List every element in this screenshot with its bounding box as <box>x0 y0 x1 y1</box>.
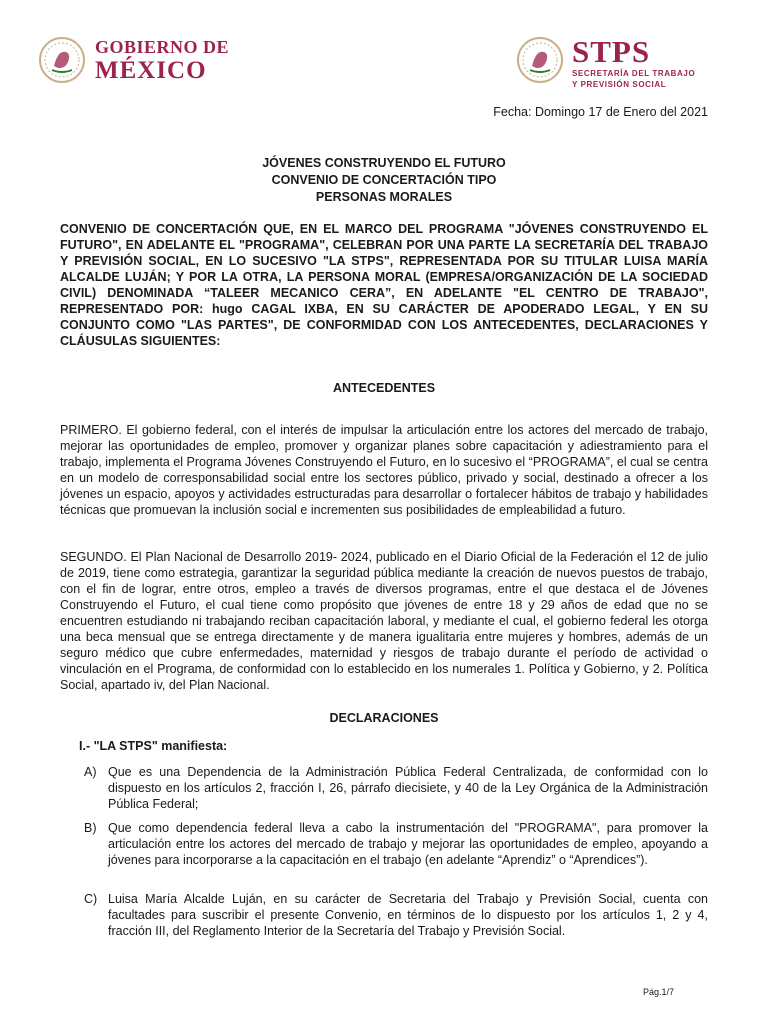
declaracion-item <box>84 891 708 939</box>
title-line-1: JÓVENES CONSTRUYENDO EL FUTURO <box>262 156 506 170</box>
page-number: Pág.1/7 <box>642 987 674 997</box>
declaracion-stps-heading: I.- "LA STPS" manifiesta: <box>79 739 228 753</box>
item-mark: B) <box>84 821 97 835</box>
declaracion-item <box>84 820 708 868</box>
antecedente-primero: PRIMERO. El gobierno federal, con el interés de impulsar la articulación entre los actores del mercado de trabajo, mejorar las oportunidades de empleo, promover y organizar planes sobre capacitación y adiestramiento para el trabajo, implementa el Programa Jóvenes Construyendo el Futuro, en lo sucesivo el “PROGRAMA”, el cual se centra en un modelo de corresponsabilidad social entre los sectores público, privado y social, destinado a ofrecer a los jóvenes un espacio, apoyos y actividades estructuradas para desarrollar o fortalecer hábitos de trabajo y habilidades técnicas que promuevan la inclusión social e incrementen sus posibilidades de empleabilidad a futuro. <box>60 423 708 517</box>
mexico-eagle-seal-icon <box>38 36 86 84</box>
stps-logo-sub1: SECRETARÍA DEL TRABAJO <box>572 69 696 78</box>
title-line-2: CONVENIO DE CONCERTACIÓN TIPO <box>271 173 497 187</box>
item-mark: C) <box>84 892 98 906</box>
document-date: Fecha: Domingo 17 de Enero del 2021 <box>493 105 708 119</box>
item-mark: A) <box>84 765 97 779</box>
logo-line-1: GOBIERNO DE <box>95 37 230 57</box>
item-text: Que como dependencia federal lleva a cabo la instrumentación del "PROGRAMA", para promover la articulación entre los actores del mercado de trabajo y mejorar las oportunidades de empleo, apoyando a jóvenes para incorporarse a la capacitación en el trabajo (en adelante “Aprendiz” o “Aprendices”). <box>108 821 708 867</box>
gobierno-de-mexico-logo <box>95 38 229 83</box>
antecedente-segundo: SEGUNDO. El Plan Nacional de Desarrollo 2019- 2024, publicado en el Diario Oficial de la Federación el 12 de julio de 2019, tiene como estrategia, garantizar la seguridad pública mediante la creación de nuevos puestos de trabajo, con el fin de lograr, entre otros, empleo a través de diversos programas, entre el que destaca el de Jóvenes Construyendo el Futuro, el cual tiene como propósito que jóvenes de entre 18 y 29 años de edad que no se encuentren estudiando ni trabajando reciban capacitación laboral, y mediante el cual, el gobierno federal les otorga una beca mensual que se entrega directamente y de manera igualitaria entre mujeres y hombres, además de un seguro médico que cubre enfermedades, maternidad y riesgos de trabajo durante el período de actividad o vinculación en el Programa, de conformidad con lo establecido en los numerales 1. Política y Gobierno, y 2. Política Social, apartado iv, del Plan Nacional. <box>60 550 708 692</box>
stps-logo-title: STPS <box>572 34 651 69</box>
item-text: Que es una Dependencia de la Administración Pública Federal Centralizada, de conformidad con lo dispuesto en los artículos 2, fracción I, 26, párrafo diecisiete, y 40 de la Ley Orgánica de la Administración Pública Federal; <box>108 765 708 811</box>
declaracion-item <box>84 764 708 812</box>
title-line-3: PERSONAS MORALES <box>315 190 453 204</box>
item-text: Luisa María Alcalde Luján, en su carácter de Secretaria del Trabajo y Previsión Social, cuenta con facultades para suscribir el presente Convenio, en términos de lo dispuesto por los artículos 1, 2 y 4, fracción III, del Reglamento Interior de la Secretaría del Trabajo y Previsión Social. <box>108 892 708 938</box>
declaraciones-heading: DECLARACIONES <box>329 711 439 725</box>
stps-logo <box>572 36 695 89</box>
logo-line-2: MÉXICO <box>95 57 207 84</box>
intro-paragraph: CONVENIO DE CONCERTACIÓN QUE, EN EL MARCO DEL PROGRAMA "JÓVENES CONSTRUYENDO EL FUTURO", EN ADELANTE EL "PROGRAMA", CELEBRAN POR UNA PARTE LA SECRETARÍA DEL TRABAJO Y PREVISIÓN SOCIAL, EN LO SUCESIVO "LA STPS", REPRESENTADA POR SU TITULAR LUISA MARÍA ALCALDE LUJÁN; Y POR LA OTRA, LA PERSONA MORAL (EMPRESA/ORGANIZACIÓN DE LA SOCIEDAD CIVIL) DENOMINADA “TALEER MECANICO CERA”, EN ADELANTE "EL CENTRO DE TRABAJO", REPRESENTADO POR: hugo CAGAL IXBA, EN SU CARÁCTER DE APODERADO LEGAL, Y EN SU CONJUNTO COMO "LAS PARTES", DE CONFORMIDAD CON LOS ANTECEDENTES, DECLARACIONES Y CLÁUSULAS SIGUIENTES: <box>60 222 708 348</box>
antecedentes-heading: ANTECEDENTES <box>332 381 436 395</box>
mexico-eagle-seal-icon <box>516 36 564 84</box>
stps-logo-sub2: Y PREVISIÓN SOCIAL <box>572 80 667 90</box>
